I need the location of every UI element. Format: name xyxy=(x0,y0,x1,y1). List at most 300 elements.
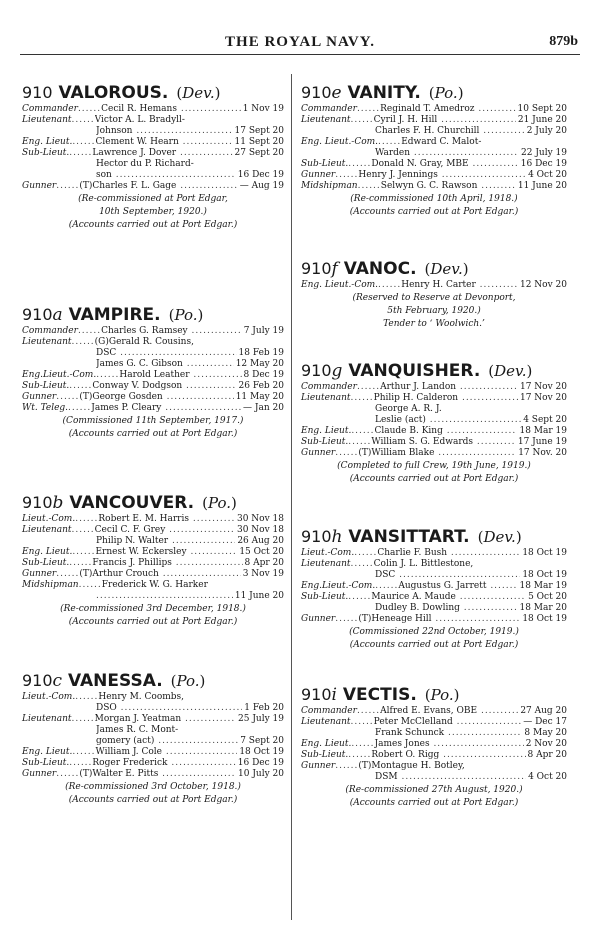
seniority-date: 22 July 19 xyxy=(521,148,567,158)
officer-row xyxy=(22,591,284,602)
officer-name: Edward C. Malot- xyxy=(401,137,482,147)
leader-dots: ...... xyxy=(357,181,381,191)
ship-number: 910 xyxy=(301,527,332,546)
officer-row xyxy=(301,717,567,728)
officer-row xyxy=(301,280,567,291)
seniority-date: 8 Apr 20 xyxy=(244,558,284,568)
officer-row xyxy=(22,725,284,736)
ship-port-name: Po. xyxy=(430,686,454,704)
officer-row xyxy=(301,148,567,159)
officer-rank: Commander xyxy=(301,706,357,716)
commission-note: (Re-commissioned 10th April, 1918.) xyxy=(350,194,518,204)
officer-name: Charles G. Ramsey ..... xyxy=(101,326,242,337)
commission-note: (Completed to full Crew, 19th June, 1919.) xyxy=(337,461,531,471)
officer-name: Cyril J. H. Hill ..... xyxy=(374,115,516,126)
officer-name: Cecil R. Hemans ..... xyxy=(101,104,241,115)
officer-name: Victor A. L. Bradyll- xyxy=(94,115,185,125)
officer-rank: Lieut.-Com. xyxy=(22,692,76,702)
ship-number: 910 xyxy=(22,671,53,690)
officer-row xyxy=(301,126,567,137)
leader-dots: ...... xyxy=(71,525,95,535)
seniority-date: 7 July 19 xyxy=(243,326,284,336)
officer-name: Charles F. H. Churchill ..... xyxy=(375,126,525,137)
officer-row xyxy=(22,536,284,547)
officer-rank: Sub-Lieut. xyxy=(301,159,349,169)
seniority-date: 18 Oct 19 xyxy=(522,570,567,580)
seniority-date: 17 Nov 20 xyxy=(519,382,567,392)
officer-row xyxy=(301,426,567,437)
officer-name: James Jones ..... xyxy=(374,739,523,750)
officer-name: Warden ..... xyxy=(375,148,519,159)
ship-number-suffix: e xyxy=(331,83,342,103)
ship-port: (Po.) xyxy=(168,306,204,324)
leader-dots: ...... xyxy=(71,337,95,347)
leader-dots: ...... xyxy=(348,750,372,760)
officer-name: DSC ..... xyxy=(375,570,520,581)
seniority-date: 16 Dec 19 xyxy=(237,170,284,180)
officer-rank: Sub-Lieut. xyxy=(22,758,70,768)
seniority-date: 17 Nov 20 xyxy=(519,393,567,403)
leader-dots: ...... xyxy=(71,115,95,125)
officer-name: Lawrence J. Dover ..... xyxy=(92,148,232,159)
officer-row xyxy=(301,115,567,126)
officer-row xyxy=(22,170,284,181)
officer-rank: Commander xyxy=(301,104,357,114)
leader-dots: ...... xyxy=(335,761,359,771)
officer-row xyxy=(22,558,284,569)
ship-number: 910 xyxy=(301,259,332,278)
officer-rank: Commander xyxy=(301,382,357,392)
officer-row xyxy=(301,437,567,448)
commission-note: (Commissioned 11th September, 1917.) xyxy=(62,416,244,426)
seniority-date: 18 Oct 19 xyxy=(522,548,567,558)
officer-row xyxy=(301,548,567,559)
officer-name: (T)Arthur Crouch ..... xyxy=(79,569,240,580)
officer-row xyxy=(301,739,567,750)
leader-dots: ...... xyxy=(348,592,372,602)
ship-port-name: Po. xyxy=(176,672,200,690)
ship-number-suffix: i xyxy=(331,685,337,705)
officer-name: Leslie (act) ..... xyxy=(375,415,521,426)
leader-dots: ...... xyxy=(68,403,92,413)
officer-row xyxy=(301,728,567,739)
officer-rank: Eng. Lieut.-Com. xyxy=(301,280,379,290)
seniority-date: 12 May 20 xyxy=(235,359,284,369)
leader-dots: ...... xyxy=(350,559,374,569)
officer-name: Dudley B. Dowling ..... xyxy=(375,603,517,614)
officer-name: Francis J. Phillips ..... xyxy=(92,558,242,569)
ship-number-suffix: a xyxy=(52,305,63,325)
officer-name: Johnson ..... xyxy=(96,126,233,137)
commission-note: (Re-commissioned 3rd October, 1918.) xyxy=(65,782,241,792)
officer-name: (G)Gerald R. Cousins, xyxy=(94,337,194,347)
officer-rank: Midshipman xyxy=(301,181,358,191)
seniority-date: 10 Sept 20 xyxy=(517,104,567,114)
officer-name: Robert O. Rigg ..... xyxy=(371,750,525,761)
officer-name: George A. R. J. xyxy=(375,404,442,414)
leader-dots: ...... xyxy=(69,558,93,568)
officer-row xyxy=(22,392,284,403)
leader-dots: ...... xyxy=(348,437,372,447)
ship-name: VANITY. xyxy=(341,83,421,103)
seniority-date: 18 Feb 19 xyxy=(238,348,284,358)
officer-rank: Eng. Lieut. xyxy=(301,739,352,749)
seniority-date: 30 Nov 18 xyxy=(236,525,284,535)
officer-name: James P. Cleary ..... xyxy=(91,403,241,414)
leader-dots: ...... xyxy=(56,769,80,779)
ship-name: VANSITTART. xyxy=(342,527,470,547)
officer-name: (T)George Gosden ..... xyxy=(79,392,233,403)
ship-port-name: Po. xyxy=(174,306,198,324)
ship-entry xyxy=(301,82,567,218)
leader-dots: ...... xyxy=(69,381,93,391)
officer-name: (T)Charles F. L. Gage ..... xyxy=(79,181,237,192)
officer-row xyxy=(301,170,567,181)
officer-row xyxy=(22,181,284,192)
officer-name: (T)Heneage Hill ..... xyxy=(358,614,520,625)
leader-dots: ...... xyxy=(378,137,402,147)
leader-dots: ...... xyxy=(350,393,374,403)
officer-row xyxy=(22,148,284,159)
seniority-date: 11 Sept 20 xyxy=(234,137,284,147)
officer-row xyxy=(301,706,567,717)
officer-row xyxy=(22,769,284,780)
officer-rank: Midshipman xyxy=(22,580,79,590)
ship-number-suffix: c xyxy=(52,671,63,691)
ship-entry xyxy=(301,526,567,651)
seniority-date: 21 June 20 xyxy=(517,115,567,125)
officer-rank: Gunner xyxy=(301,448,336,458)
ship-heading xyxy=(301,82,567,104)
commission-note: (Accounts carried out at Port Edgar.) xyxy=(349,798,519,808)
ship-port: (Po.) xyxy=(170,672,206,690)
officer-row xyxy=(301,614,567,625)
seniority-date: — Dec 17 xyxy=(523,717,567,727)
officer-name: Robert E. M. Harris ..... xyxy=(98,514,235,525)
commission-note: (Accounts carried out at Port Edgar.) xyxy=(68,795,238,805)
officer-row xyxy=(22,525,284,536)
ship-number: 910 xyxy=(22,493,53,512)
officer-name: James R. C. Mont- xyxy=(96,725,179,735)
officer-rank: Lieutenant xyxy=(22,337,72,347)
officer-rank: Eng. Lieut. xyxy=(22,547,73,557)
leader-dots: ...... xyxy=(56,392,80,402)
officer-row xyxy=(301,404,567,415)
leader-dots: ...... xyxy=(72,747,96,757)
leader-dots: ...... xyxy=(351,739,375,749)
officer-row xyxy=(22,326,284,337)
leader-dots: ...... xyxy=(356,382,381,392)
officer-row xyxy=(22,514,284,525)
ship-entry xyxy=(301,684,567,809)
seniority-date: — Jan 20 xyxy=(243,403,284,413)
commission-note: (Reserved to Reserve at Devonport, xyxy=(352,293,516,303)
officer-rank: Sub-Lieut. xyxy=(22,148,70,158)
officer-name: Selwyn G. C. Rawson ..... xyxy=(381,181,516,192)
seniority-date: 5 Oct 20 xyxy=(528,592,567,602)
commission-note: (Accounts carried out at Port Edgar.) xyxy=(68,429,238,439)
commission-note: (Re-commissioned at Port Edgar, xyxy=(78,194,228,204)
seniority-date: 2 Nov 20 xyxy=(525,739,567,749)
seniority-date: 1 Nov 19 xyxy=(242,104,284,114)
ship-port: (Dev.) xyxy=(477,528,522,546)
officer-row xyxy=(22,692,284,703)
ship-port: (Dev.) xyxy=(488,362,533,380)
page-header xyxy=(20,34,580,55)
officer-row xyxy=(301,750,567,761)
seniority-date: 16 Dec 19 xyxy=(520,159,567,169)
ship-number: 910 xyxy=(22,83,53,102)
officer-name: Frederick W. G. Harker xyxy=(101,580,208,590)
leader-dots: ...... xyxy=(378,280,402,290)
ship-heading xyxy=(301,360,567,382)
seniority-date: 4 Oct 20 xyxy=(528,772,567,782)
seniority-date: 4 Sept 20 xyxy=(523,415,567,425)
officer-rank: Lieut.-Com. xyxy=(301,548,355,558)
officer-rank: Eng. Lieut.-Com. xyxy=(301,137,379,147)
ship-port: (Po.) xyxy=(424,686,460,704)
officer-rank: Eng. Lieut. xyxy=(301,426,352,436)
officer-row xyxy=(22,547,284,558)
ship-heading xyxy=(301,526,567,548)
seniority-date: 30 Nov 18 xyxy=(236,514,284,524)
officer-row xyxy=(301,181,567,192)
ship-heading xyxy=(301,684,567,706)
officer-rank: Gunner xyxy=(22,392,57,402)
ship-port: (Dev.) xyxy=(424,260,469,278)
officer-name: DSC ..... xyxy=(96,348,237,359)
seniority-date: 8 May 20 xyxy=(524,728,567,738)
officer-name: Colin J. L. Bittlestone, xyxy=(373,559,474,569)
officer-name: Philip N. Walter ..... xyxy=(96,536,235,547)
officer-row xyxy=(22,758,284,769)
officer-name: Harold Leather ..... xyxy=(119,370,241,381)
leader-dots: ...... xyxy=(350,115,374,125)
officer-name xyxy=(96,591,233,602)
officer-rank: Lieutenant xyxy=(22,525,72,535)
seniority-date: 3 Nov 19 xyxy=(242,569,284,579)
seniority-date: 17 Sept 20 xyxy=(234,126,284,136)
officer-row xyxy=(22,370,284,381)
seniority-date: 25 July 19 xyxy=(238,714,284,724)
ship-name: VANOC. xyxy=(337,259,417,279)
ship-number-suffix: g xyxy=(331,361,343,381)
commission-note: (Accounts carried out at Port Edgar.) xyxy=(68,220,238,230)
officer-name: (T)Walter E. Pitts ..... xyxy=(79,769,236,780)
officer-rank: Lieutenant xyxy=(301,115,351,125)
seniority-date: 2 July 20 xyxy=(526,126,567,136)
officer-name: Cecil C. F. Grey ..... xyxy=(95,525,235,536)
seniority-date: 27 Sept 20 xyxy=(234,148,284,158)
leader-dots: ...... xyxy=(72,547,96,557)
leader-dots: ...... xyxy=(77,104,102,114)
officer-row xyxy=(301,159,567,170)
officer-name: Morgan J. Yeatman ..... xyxy=(95,714,236,725)
leader-dots: ...... xyxy=(75,692,99,702)
officer-row xyxy=(301,104,567,115)
seniority-date: 15 Oct 20 xyxy=(239,547,284,557)
officer-rank: Lieut.-Com. xyxy=(22,514,76,524)
officer-name: Henry M. Coombs, xyxy=(98,692,185,702)
officer-rank: Gunner xyxy=(301,761,336,771)
commission-note: (Accounts carried out at Port Edgar.) xyxy=(349,640,519,650)
ship-port: (Dev.) xyxy=(176,84,221,102)
seniority-date: 8 Apr 20 xyxy=(527,750,567,760)
leader-dots: ...... xyxy=(348,159,372,169)
leader-dots: ...... xyxy=(350,717,374,727)
officer-row xyxy=(22,337,284,348)
seniority-date: 11 June 20 xyxy=(517,181,567,191)
officer-rank: Gunner xyxy=(22,769,57,779)
leader-dots: ...... xyxy=(351,426,375,436)
ship-name: VALOROUS. xyxy=(52,83,169,103)
leader-dots: ...... xyxy=(375,581,399,591)
officer-name: Clement W. Hearn ..... xyxy=(95,137,232,148)
leader-dots: ...... xyxy=(56,181,80,191)
commission-note: Tender to ‘ Woolwich.’ xyxy=(383,319,485,329)
officer-rank: Gunner xyxy=(301,170,336,180)
seniority-date: 4 Oct 20 xyxy=(528,170,567,180)
officer-rank: Wt. Teleg. xyxy=(22,403,69,413)
commission-note: (Commissioned 22nd October, 1919.) xyxy=(349,627,519,637)
ship-heading xyxy=(301,258,567,280)
commission-note: (Accounts carried out at Port Edgar.) xyxy=(349,207,519,217)
officer-row xyxy=(301,570,567,581)
ship-number-suffix: b xyxy=(52,493,64,513)
officer-name: William S. G. Edwards ..... xyxy=(371,437,515,448)
leader-dots: ...... xyxy=(335,614,359,624)
officer-name: Henry H. Carter ..... xyxy=(401,280,518,291)
officer-name: DSM ..... xyxy=(375,772,526,783)
officer-rank: Lieutenant xyxy=(22,115,72,125)
officer-name: Arthur J. Landon ..... xyxy=(380,382,518,393)
officer-name: Charlie F. Bush ..... xyxy=(377,548,520,559)
ship-number-suffix: h xyxy=(331,527,343,547)
officer-name: Roger Frederick ..... xyxy=(92,758,235,769)
seniority-date: 7 Sept 20 xyxy=(240,736,284,746)
ship-port: (Po.) xyxy=(202,494,237,512)
ship-port-name: Dev. xyxy=(483,528,516,546)
ship-entry xyxy=(301,258,567,330)
officer-row xyxy=(301,393,567,404)
commission-note: (Re-commissioned 3rd December, 1918.) xyxy=(60,604,246,614)
ship-heading xyxy=(22,82,284,104)
officer-row xyxy=(22,137,284,148)
page-number: 879b xyxy=(549,34,578,49)
officer-row xyxy=(301,581,567,592)
leader-dots: ...... xyxy=(356,104,381,114)
leader-dots: ...... xyxy=(356,706,381,716)
officer-row xyxy=(22,126,284,137)
officer-row xyxy=(22,104,284,115)
officer-name: son ..... xyxy=(96,170,236,181)
ship-entry xyxy=(22,670,284,806)
ship-port-name: Dev. xyxy=(494,362,527,380)
officer-rank: Eng.Lieut.-Com. xyxy=(301,581,376,591)
officer-row xyxy=(22,359,284,370)
officer-row xyxy=(22,569,284,580)
leader-dots: ...... xyxy=(71,714,95,724)
leader-dots: ...... xyxy=(77,326,102,336)
officer-rank: Sub-Lieut. xyxy=(22,381,70,391)
officer-rank: Gunner xyxy=(22,181,57,191)
seniority-date: 26 Aug 20 xyxy=(237,536,284,546)
ship-entry xyxy=(22,304,284,440)
ship-number: 910 xyxy=(22,305,53,324)
leader-dots: ...... xyxy=(69,758,93,768)
ship-port-name: Dev. xyxy=(182,84,215,102)
leader-dots: ...... xyxy=(335,170,359,180)
officer-row xyxy=(22,381,284,392)
seniority-date: 17 June 19 xyxy=(517,437,567,447)
officer-name: Augustus G. Jarrett ..... xyxy=(398,581,517,592)
seniority-date: 26 Feb 20 xyxy=(238,381,284,391)
officer-row xyxy=(301,761,567,772)
commission-note: (Re-commissioned 27th August, 1920.) xyxy=(345,785,523,795)
ship-port-name: Po. xyxy=(207,494,231,512)
officer-rank: Lieutenant xyxy=(301,393,351,403)
seniority-date: 11 June 20 xyxy=(234,591,284,601)
officer-rank: Eng.Lieut.-Com. xyxy=(22,370,97,380)
officer-row xyxy=(22,736,284,747)
ship-number: 910 xyxy=(301,83,332,102)
officer-row xyxy=(301,559,567,570)
commission-note: 10th September, 1920.) xyxy=(99,207,207,217)
officer-row xyxy=(22,580,284,591)
officer-row xyxy=(301,603,567,614)
officer-row xyxy=(301,382,567,393)
leader-dots: ...... xyxy=(75,514,99,524)
column-divider xyxy=(291,74,292,920)
ship-number: 910 xyxy=(301,361,332,380)
seniority-date: 1 Feb 20 xyxy=(244,703,284,713)
officer-row xyxy=(301,448,567,459)
officer-rank: Sub-Lieut. xyxy=(301,592,349,602)
seniority-date: 18 Mar 19 xyxy=(519,426,567,436)
officer-rank: Eng. Lieut. xyxy=(22,747,73,757)
leader-dots: ...... xyxy=(69,148,93,158)
officer-name: Philip H. Calderon ..... xyxy=(374,393,518,404)
officer-name: Maurice A. Maude ..... xyxy=(371,592,526,603)
officer-row xyxy=(22,115,284,126)
officer-rank: Commander xyxy=(22,104,78,114)
ship-name: VANQUISHER. xyxy=(342,361,481,381)
officer-row xyxy=(22,714,284,725)
ship-port-name: Dev. xyxy=(430,260,463,278)
officer-rank: Commander xyxy=(22,326,78,336)
officer-name: Hector du P. Richard- xyxy=(96,159,194,169)
seniority-date: 8 Dec 19 xyxy=(243,370,284,380)
leader-dots: ...... xyxy=(96,370,120,380)
ship-number: 910 xyxy=(301,685,332,704)
officer-rank: Gunner xyxy=(22,569,57,579)
officer-rank: Sub-Lieut. xyxy=(301,750,349,760)
officer-name: Alfred E. Evans, OBE ..... xyxy=(380,706,518,717)
commission-note: (Accounts carried out at Port Edgar.) xyxy=(349,474,519,484)
officer-row xyxy=(22,159,284,170)
seniority-date: 11 May 20 xyxy=(235,392,284,402)
officer-name: (T)Montague H. Botley, xyxy=(358,761,465,771)
officer-rank: Sub-Lieut. xyxy=(301,437,349,447)
officer-name: gomery (act) ..... xyxy=(96,736,238,747)
seniority-date: 18 Oct 19 xyxy=(522,614,567,624)
officer-name: Ernest W. Eckersley ..... xyxy=(95,547,237,558)
officer-row xyxy=(22,403,284,414)
seniority-date: 18 Oct 19 xyxy=(239,747,284,757)
ship-port: (Po.) xyxy=(428,84,464,102)
ship-port-name: Po. xyxy=(434,84,458,102)
officer-name: Reginald T. Amedroz ..... xyxy=(380,104,515,115)
